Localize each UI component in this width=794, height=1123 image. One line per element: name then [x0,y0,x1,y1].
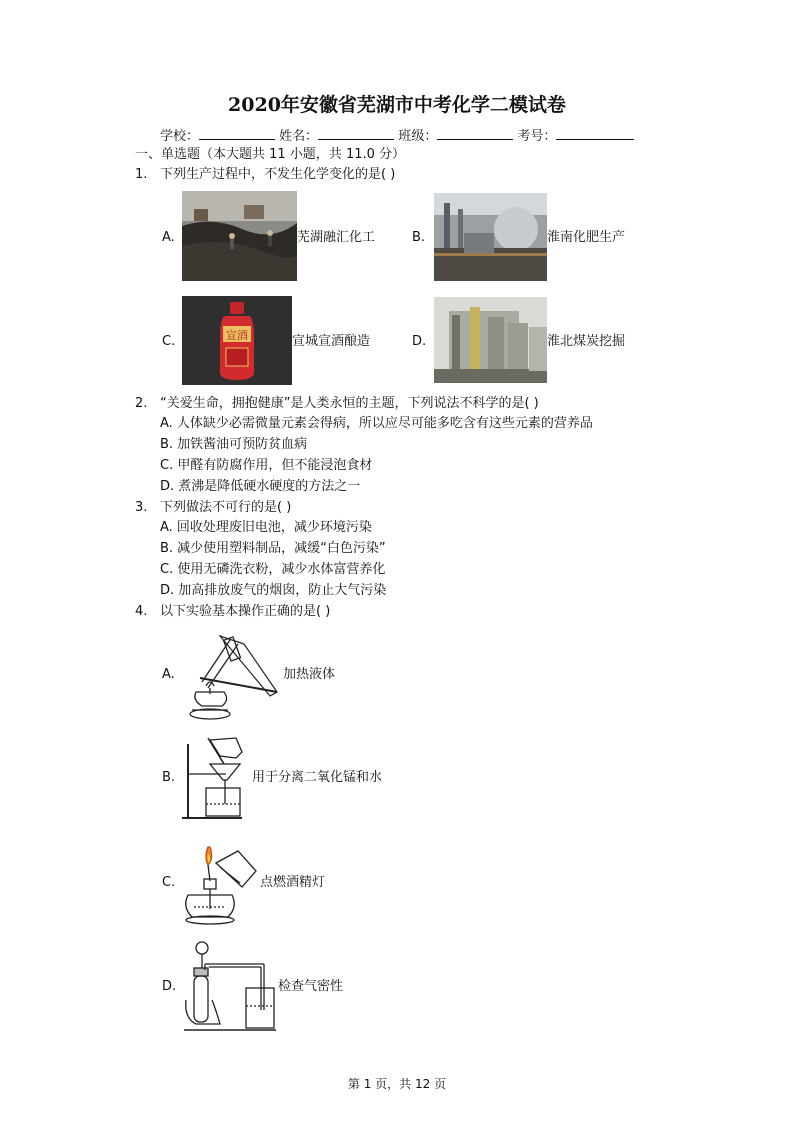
school-label: 学校： [160,129,200,144]
q1-stem: 下列生产过程中，不发生化学变化的是( ) [160,167,396,182]
bottle-label-text: 宣酒 [226,329,248,342]
q4-option-d-letter: D. [162,979,177,994]
name-label: 姓名： [279,129,319,144]
q1-option-d-text: 淮北煤炭挖掘 [547,334,626,349]
q1-option-a-letter: A. [162,230,175,245]
q4-option-b-letter: B. [162,770,176,785]
q1-option-d-photo [434,297,547,383]
q4-option-a-text: 加热液体 [283,667,336,682]
q1-option-c-text: 宣城宣酒酿造 [292,334,371,349]
q3-option-c: C. 使用无磷洗衣粉，减少水体富营养化 [160,562,386,577]
q2-option-a: A. 人体缺少必需微量元素会得病，所以应尽可能多吃含有这些元素的营养品 [160,416,593,431]
q4-option-b-text: 用于分离二氧化锰和水 [252,770,383,785]
name-blank[interactable] [318,127,394,140]
q4-option-c-text: 点燃酒精灯 [260,875,326,890]
q4-option-a-letter: A. [162,667,175,682]
section-heading: 一、单选题（本大题共 11 小题，共 11.0 分） [135,147,406,162]
q1-option-a-text: 芜湖融汇化工 [297,230,376,245]
heating-liquid-diagram [182,630,282,722]
student-info-row [160,125,634,144]
page-footer: 第 1 页，共 12 页 [347,1077,447,1091]
q3-number: 3. [135,500,148,515]
q1-option-c-photo [182,296,292,385]
class-label: 班级： [398,129,438,144]
q4-option-d-text: 检查气密性 [278,979,344,994]
class-blank[interactable] [437,127,513,140]
q3-stem: 下列做法不可行的是( ) [160,500,292,515]
q4-option-c-letter: C. [162,875,176,890]
filtration-diagram [180,734,252,822]
q2-option-d: D. 煮沸是降低硬水硬度的方法之一 [160,479,361,494]
q3-option-a: A. 回收处理废旧电池，减少环境污染 [160,520,372,535]
q2-number: 2. [135,396,148,411]
exam-no-label: 考号： [517,129,557,144]
q3-option-d: D. 加高排放废气的烟囱，防止大气污染 [160,583,387,598]
q2-option-c: C. 甲醛有防腐作用，但不能浸泡食材 [160,458,373,473]
q2-option-b: B. 加铁酱油可预防贫血病 [160,437,308,452]
q1-option-c-letter: C. [162,334,176,349]
q4-number: 4. [135,604,148,619]
alcohol-lamp-diagram [180,837,260,925]
q1-option-d-letter: D. [412,334,427,349]
q4-stem: 以下实验基本操作正确的是( ) [160,604,331,619]
page-title: 2020年安徽省芜湖市中考化学二模试卷 [228,94,566,116]
q1-option-b-letter: B. [412,230,426,245]
q2-stem: “关爱生命，拥抱健康”是人类永恒的主题，下列说法不科学的是( ) [160,396,539,411]
q1-option-a-photo [182,191,297,281]
q1-option-b-text: 淮南化肥生产 [547,230,626,245]
airtightness-diagram [182,940,278,1034]
exam-no-blank[interactable] [556,127,634,140]
school-blank[interactable] [199,127,275,140]
q3-option-b: B. 减少使用塑料制品，减缓“白色污染” [160,541,386,556]
q1-number: 1. [135,167,148,182]
q1-option-b-photo [434,193,547,281]
